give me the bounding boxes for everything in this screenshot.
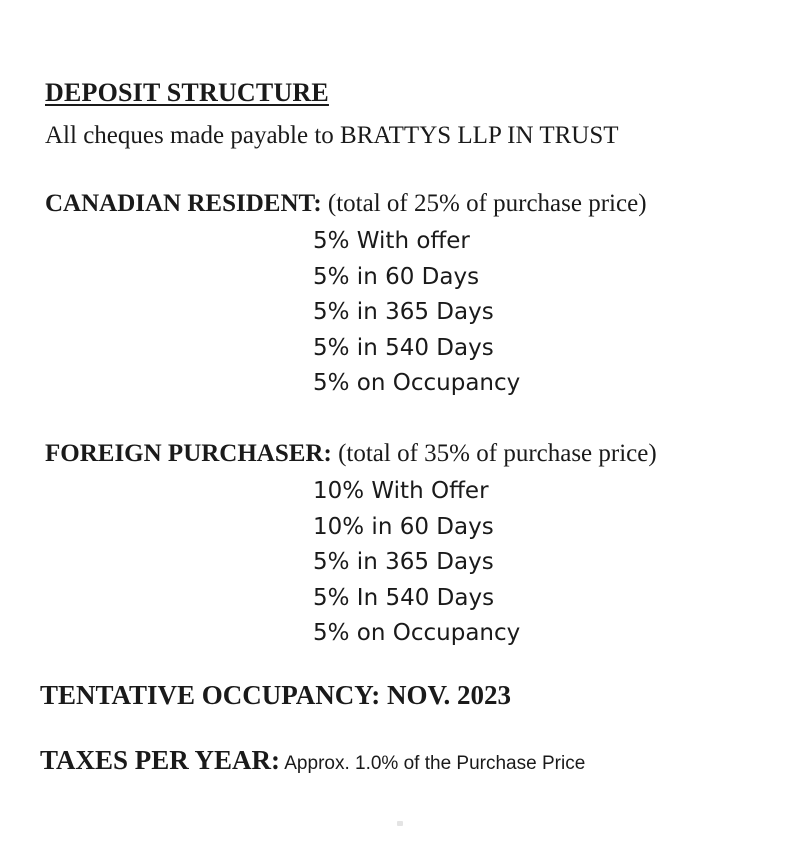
foreign-purchaser-label: FOREIGN PURCHASER: xyxy=(45,440,332,467)
canadian-deposit-item: 5% on Occupancy xyxy=(313,370,521,396)
foreign-deposit-item: 5% In 540 Days xyxy=(313,584,495,611)
canadian-resident-line xyxy=(45,190,647,218)
foreign-deposit-item: 10% With Offer xyxy=(313,478,489,504)
tentative-occupancy-line: TENTATIVE OCCUPANCY: NOV. 2023 xyxy=(40,680,512,710)
scan-speck xyxy=(397,821,403,826)
taxes-per-year-label: TAXES PER YEAR: xyxy=(40,745,281,775)
canadian-resident-label: CANADIAN RESIDENT: xyxy=(45,190,322,217)
canadian-resident-total-note: (total of 25% of purchase price) xyxy=(321,190,647,217)
foreign-deposit-item: 5% in 365 Days xyxy=(313,549,494,575)
canadian-deposit-item: 5% in 60 Days xyxy=(313,263,480,290)
deposit-structure-heading: DEPOSIT STRUCTURE xyxy=(45,78,329,107)
taxes-per-year-value: Approx. 1.0% of the Purchase Price xyxy=(280,753,586,774)
foreign-deposit-item: 10% in 60 Days xyxy=(313,513,494,540)
canadian-deposit-schedule xyxy=(313,224,520,402)
foreign-purchaser-total-note: (total of 35% of purchase price) xyxy=(331,440,657,467)
canadian-deposit-item: 5% in 365 Days xyxy=(313,299,494,325)
canadian-deposit-item: 5% in 540 Days xyxy=(313,334,494,361)
taxes-per-year-line xyxy=(40,745,585,776)
foreign-purchaser-line xyxy=(45,440,657,468)
canadian-deposit-item: 5% With offer xyxy=(313,228,470,254)
cheques-payable-line: All cheques made payable to BRATTYS LLP IN TRUST xyxy=(45,122,619,149)
foreign-deposit-schedule xyxy=(313,474,520,652)
foreign-deposit-item: 5% on Occupancy xyxy=(313,620,521,646)
